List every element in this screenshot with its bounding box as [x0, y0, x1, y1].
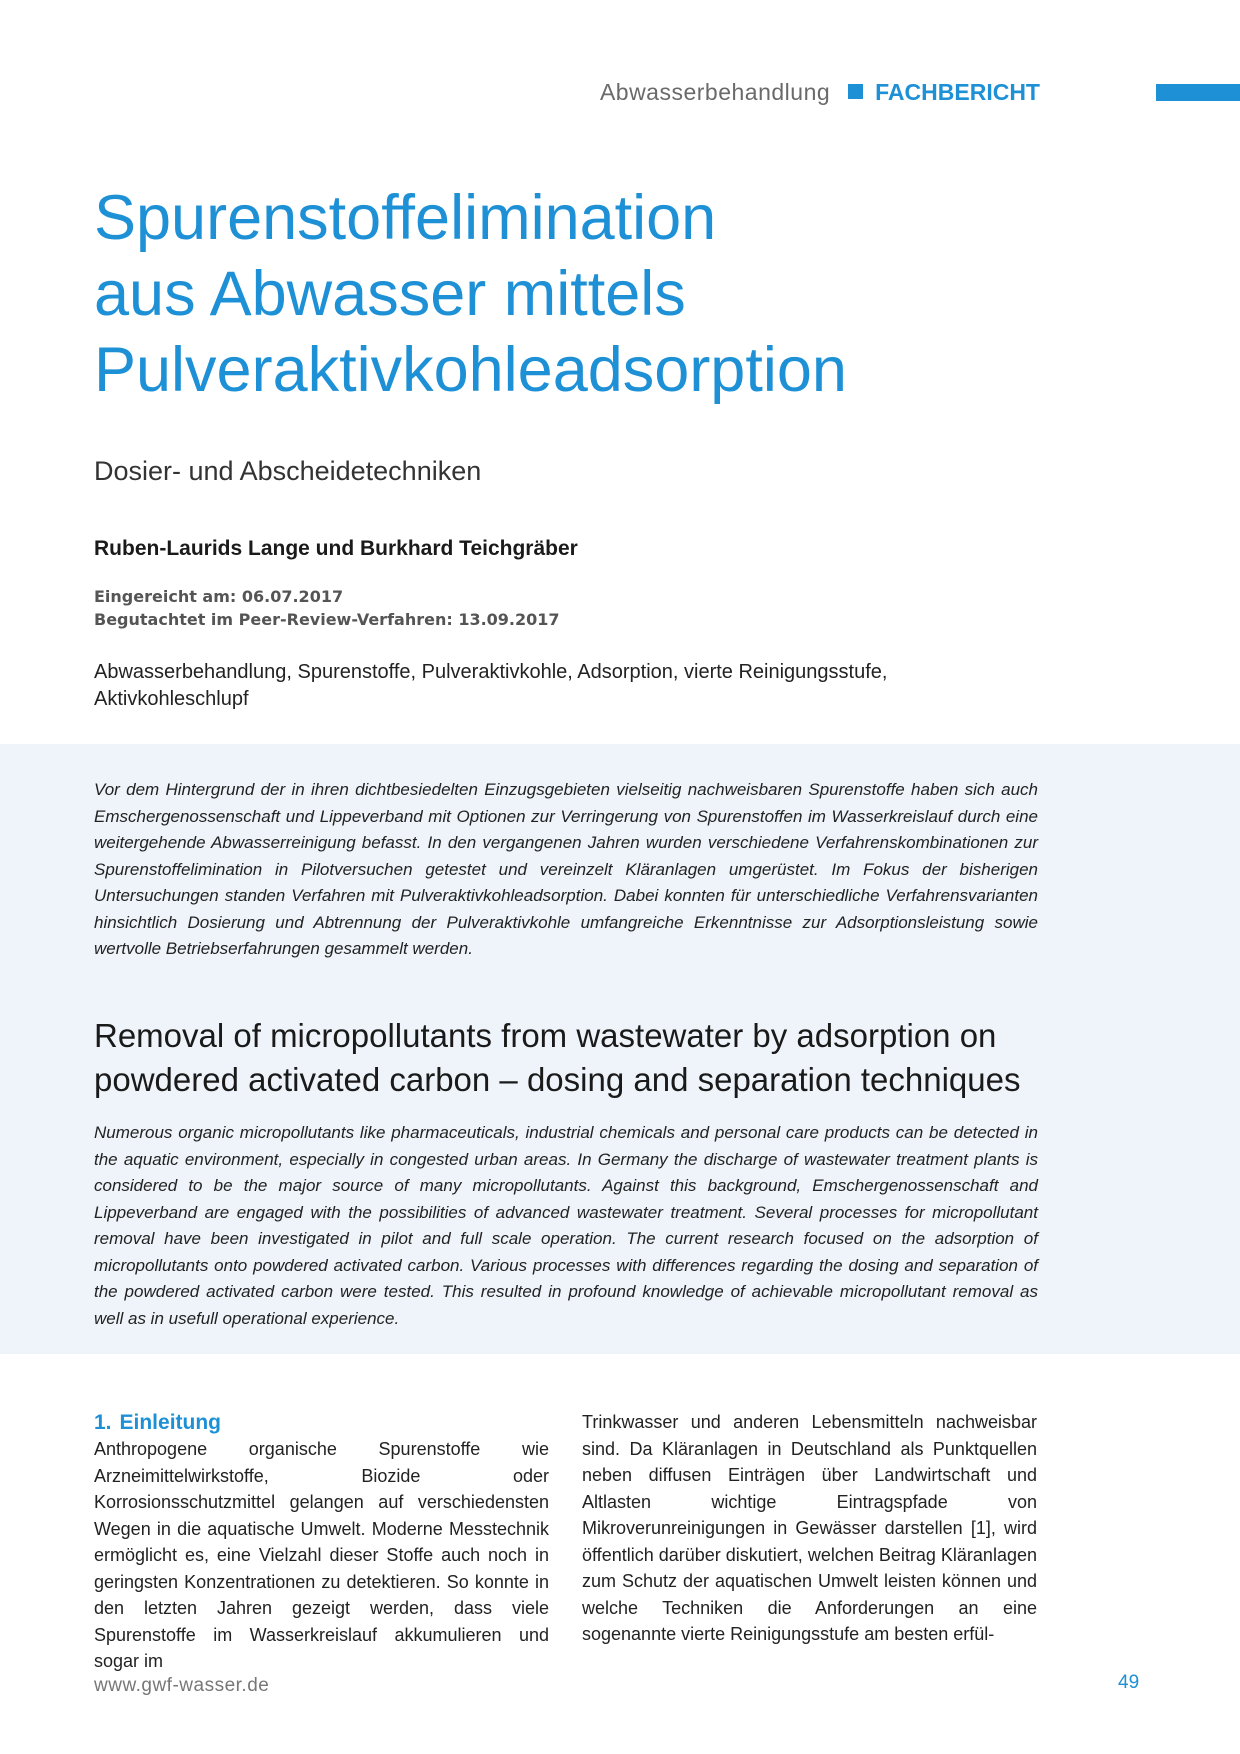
submitted-date: Eingereicht am: 06.07.2017 — [94, 587, 344, 606]
authors: Ruben-Laurids Lange und Burkhard Teichgräber — [94, 537, 578, 560]
body-column-left — [94, 1409, 549, 1675]
running-header — [0, 78, 1040, 106]
english-title — [94, 1014, 1094, 1102]
abstract-german: Vor dem Hintergrund der in ihren dichtbesiedelten Einzugsgebieten vielseitig nachweisbaren Spurenstoffe haben sich auch Emschergenossenschaft und Lippeverband mit Optionen zur Verringerung von Spurenstoffen im Wasserkreislauf durch eine weitergehende Abwasserreinigung befasst. In den vergangenen Jahren wurden verschiedene Verfahrenskombinationen zur Spurenstoffelimination in Pilotversuchen getestet und vereinzelt Kläranlagen umgerüstet. Im Fokus der bisherigen Untersuchungen standen Verfahren mit Pulveraktivkohleadsorption. Dabei konnten für unterschiedliche Verfahrensvarianten hinsichtlich Dosierung und Abtrennung der Pulveraktivkohle umfangreiche Erkenntnisse zur Adsorptionsleistung sowie wertvolle Betriebserfahrungen gesammelt werden. — [94, 780, 1038, 958]
section-title: Einleitung — [119, 1411, 222, 1434]
section-number: 1. — [94, 1411, 112, 1434]
header-category: FACHBERICHT — [875, 79, 1040, 105]
keywords: Abwasserbehandlung, Spurenstoffe, Pulveraktivkohle, Adsorption, vierte Reinigungsstufe, Aktivkohleschlupf — [94, 661, 888, 710]
page-number: 49 — [1118, 1672, 1140, 1693]
abstract-english: Numerous organic micropollutants like pharmaceuticals, industrial chemicals and personal care products can be detected in the aquatic environment, especially in congested urban areas. In Germany the discharge of wastewater treatment plants is considered to be the major source of many micropollutants. Against this background, Emschergenossenschaft and Lippeverband are engaged with the possibilities of advanced wastewater treatment. Several processes for micropollutant removal have been investigated in pilot and full scale operation. The current research focused on the adsorption of micropollutants onto powdered activated carbon. Various processes with differences regarding the dosing and separation of the powdered activated carbon were tested. This resulted in profound knowledge of achievable micropollutant removal as well as in usefull operational experience. — [94, 1123, 1038, 1328]
body-column-right — [582, 1409, 1037, 1648]
title-line: Pulveraktivkohleadsorption — [94, 335, 847, 405]
title-line: Spurenstoffelimination — [94, 183, 717, 253]
title-line: aus Abwasser mittels — [94, 259, 686, 329]
header-accent-bar — [1156, 84, 1240, 101]
review-dates — [94, 585, 560, 631]
body-text-right: Trinkwasser und anderen Lebensmitteln nachweisbar sind. Da Kläranlagen in Deutschland als Punktquellen neben diffusen Einträgen über Landwirtschaft und Altlasten wichtige Eintragspfade von Mikroverunreinigungen in Gewässer darstellen [1], wird öffentlich darüber diskutiert, welchen Beitrag Kläranlagen zum Schutz der aquatischen Umwelt leisten können und welche Techniken die Anforderungen an eine sogenannte vierte Reinigungsstufe am besten erfül- — [582, 1412, 1037, 1644]
article-title — [94, 180, 1094, 408]
section-heading — [94, 1409, 549, 1436]
footer-url[interactable]: www.gwf-wasser.de — [94, 1675, 270, 1696]
body-text-left: Anthropogene organische Spurenstoffe wie Arzneimittelwirkstoffe, Biozide oder Korrosionsschutzmittel gelangen auf verschiedensten Wegen in die aquatische Umwelt. Moderne Messtechnik ermöglicht es, eine Vielzahl dieser Stoffe auch noch in geringsten Konzentrationen zu detektieren. So konnte in den letzten Jahren gezeigt werden, dass viele Spurenstoffe im Wasserkreislauf akkumulieren und sogar im — [94, 1439, 549, 1671]
article-subtitle: Dosier- und Abscheidetechniken — [94, 456, 482, 486]
header-square-icon — [848, 84, 863, 99]
header-section: Abwasserbehandlung — [599, 79, 831, 105]
reviewed-date: Begutachtet im Peer-Review-Verfahren: 13.09.2017 — [94, 610, 560, 629]
english-title-line: powdered activated carbon – dosing and separation techniques — [94, 1061, 1021, 1098]
english-title-line: Removal of micropollutants from wastewater by adsorption on — [94, 1017, 997, 1054]
